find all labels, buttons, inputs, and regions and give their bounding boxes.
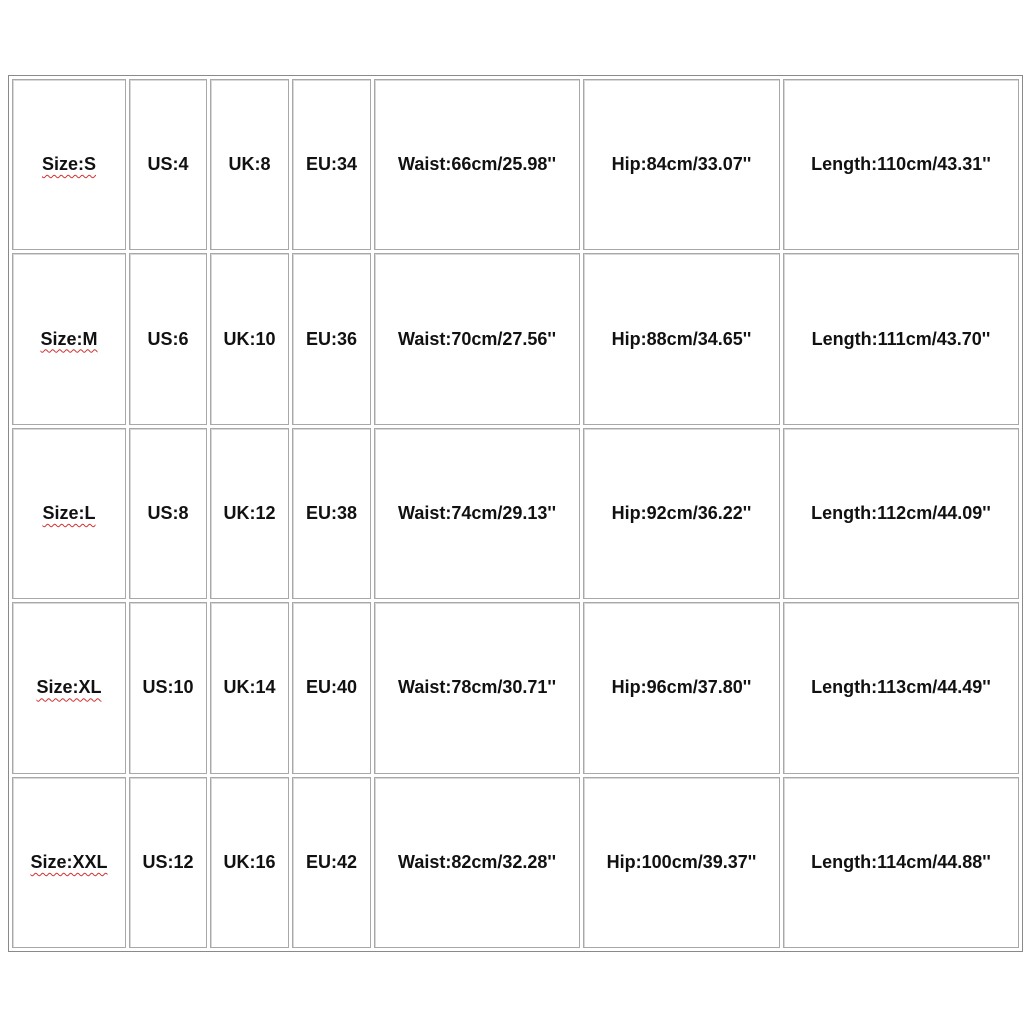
eu-size-cell: EU:38 — [292, 428, 371, 599]
size-cell — [12, 79, 126, 250]
size-label: Size:L — [42, 502, 96, 523]
size-cell — [12, 777, 126, 948]
size-row-m — [12, 253, 1019, 424]
uk-size-cell: UK:16 — [210, 777, 289, 948]
size-chart-table — [8, 75, 1023, 952]
length-cell: Length:110cm/43.31'' — [783, 79, 1019, 250]
eu-size-cell: EU:36 — [292, 253, 371, 424]
length-cell: Length:112cm/44.09'' — [783, 428, 1019, 599]
size-label: Size:M — [40, 328, 98, 349]
size-label: Size:XL — [36, 677, 102, 698]
us-size-cell: US:8 — [129, 428, 207, 599]
uk-size-cell: UK:12 — [210, 428, 289, 599]
us-size-cell: US:4 — [129, 79, 207, 250]
eu-size-cell: EU:40 — [292, 602, 371, 773]
hip-cell: Hip:96cm/37.80'' — [583, 602, 780, 773]
length-cell: Length:111cm/43.70'' — [783, 253, 1019, 424]
us-size-cell: US:6 — [129, 253, 207, 424]
size-row-l — [12, 428, 1019, 599]
size-row-xl — [12, 602, 1019, 773]
waist-cell: Waist:66cm/25.98'' — [374, 79, 580, 250]
us-size-cell: US:12 — [129, 777, 207, 948]
hip-cell: Hip:100cm/39.37'' — [583, 777, 780, 948]
uk-size-cell: UK:14 — [210, 602, 289, 773]
waist-cell: Waist:78cm/30.71'' — [374, 602, 580, 773]
size-cell — [12, 428, 126, 599]
hip-cell: Hip:92cm/36.22'' — [583, 428, 780, 599]
eu-size-cell: EU:42 — [292, 777, 371, 948]
us-size-cell: US:10 — [129, 602, 207, 773]
waist-cell: Waist:70cm/27.56'' — [374, 253, 580, 424]
waist-cell: Waist:82cm/32.28'' — [374, 777, 580, 948]
uk-size-cell: UK:8 — [210, 79, 289, 250]
size-cell — [12, 253, 126, 424]
length-cell: Length:114cm/44.88'' — [783, 777, 1019, 948]
size-label: Size:S — [41, 154, 97, 175]
size-cell — [12, 602, 126, 773]
eu-size-cell: EU:34 — [292, 79, 371, 250]
hip-cell: Hip:84cm/33.07'' — [583, 79, 780, 250]
size-row-s — [12, 79, 1019, 250]
hip-cell: Hip:88cm/34.65'' — [583, 253, 780, 424]
size-row-xxl — [12, 777, 1019, 948]
waist-cell: Waist:74cm/29.13'' — [374, 428, 580, 599]
size-label: Size:XXL — [30, 851, 108, 872]
uk-size-cell: UK:10 — [210, 253, 289, 424]
length-cell: Length:113cm/44.49'' — [783, 602, 1019, 773]
